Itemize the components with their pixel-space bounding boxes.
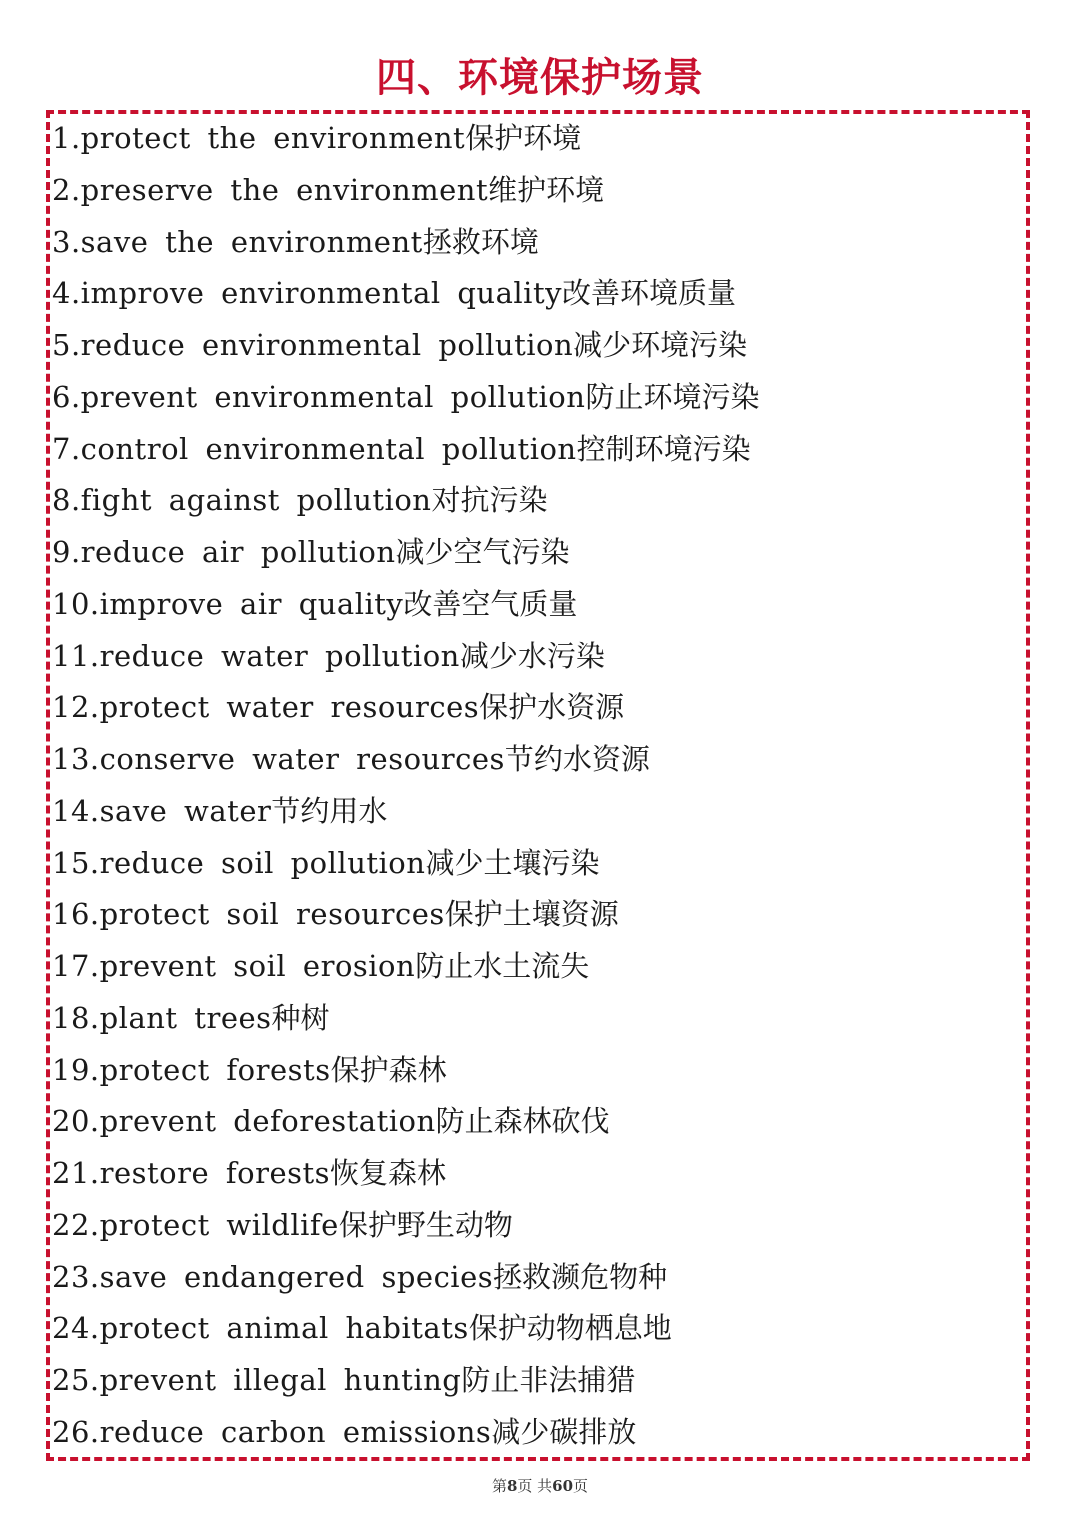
phrase-item (52, 424, 1022, 476)
phrase-item (52, 734, 1022, 786)
phrase-item (52, 1045, 1022, 1097)
phrase-chinese: 防止非法捕猎 (461, 1363, 636, 1397)
phrase-english: 5.reduce environmental pollution (52, 328, 574, 362)
phrase-english: 7.control environmental pollution (52, 431, 577, 466)
phrase-item (52, 631, 1022, 683)
phrase-item (52, 372, 1022, 424)
phrase-item (52, 1303, 1022, 1355)
phrase-item (52, 941, 1022, 993)
phrase-english: 14.save water (52, 793, 272, 828)
phrase-chinese: 拯救濒危物种 (493, 1259, 668, 1294)
phrase-chinese: 节约水资源 (504, 742, 650, 776)
phrase-item (52, 113, 1022, 165)
phrase-chinese: 减少空气污染 (395, 535, 570, 569)
phrase-chinese: 控制环境污染 (576, 431, 751, 466)
phrase-english: 12.protect water resources (52, 690, 480, 725)
phrase-english: 8.fight against pollution (52, 483, 432, 518)
phrase-english: 19.protect forests (52, 1052, 331, 1087)
footer-suffix: 页 (573, 1477, 589, 1495)
phrase-english: 20.prevent deforestation (52, 1104, 436, 1139)
phrase-chinese: 减少土壤污染 (425, 845, 600, 880)
footer-total-pages: 60 (552, 1477, 574, 1495)
phrase-item (52, 475, 1022, 527)
phrase-item (52, 320, 1022, 372)
phrase-chinese: 保护森林 (330, 1052, 447, 1087)
phrase-chinese: 改善空气质量 (403, 586, 578, 621)
phrase-chinese: 恢复森林 (330, 1156, 447, 1190)
phrase-chinese: 防止水土流失 (415, 949, 590, 983)
phrase-item (52, 268, 1022, 320)
phrase-chinese: 拯救环境 (422, 224, 539, 259)
phrase-english: 24.protect animal habitats (52, 1311, 469, 1346)
phrase-chinese: 维护环境 (488, 172, 605, 207)
phrase-item (52, 838, 1022, 890)
phrase-item (52, 1096, 1022, 1148)
phrase-english: 3.save the environment (52, 224, 423, 259)
phrase-chinese: 防止环境污染 (585, 379, 760, 414)
phrase-chinese: 防止森林砍伐 (435, 1104, 610, 1139)
phrase-english: 6.prevent environmental pollution (52, 379, 586, 414)
phrase-english: 11.reduce water pollution (52, 638, 460, 673)
phrase-item (52, 217, 1022, 269)
phrase-item (52, 1200, 1022, 1252)
phrase-item (52, 579, 1022, 631)
phrase-english: 13.conserve water resources (52, 742, 505, 776)
phrase-english: 1.protect the environment (52, 121, 466, 155)
phrase-chinese: 减少碳排放 (491, 1414, 637, 1449)
phrase-item (52, 1355, 1022, 1407)
phrase-chinese: 保护土壤资源 (444, 897, 619, 932)
footer-prefix: 第 (491, 1477, 507, 1495)
phrase-english: 4.improve environmental quality (52, 276, 562, 311)
phrase-chinese: 保护野生动物 (338, 1207, 513, 1242)
phrase-chinese: 保护水资源 (479, 690, 625, 725)
phrase-english: 22.protect wildlife (52, 1207, 339, 1242)
phrase-chinese: 种树 (271, 1000, 330, 1035)
phrase-item (52, 682, 1022, 734)
phrase-item (52, 786, 1022, 838)
phrase-chinese: 改善环境质量 (561, 276, 736, 311)
phrase-english: 18.plant trees (52, 1000, 272, 1035)
phrase-english: 17.prevent soil erosion (52, 949, 416, 983)
phrase-english: 10.improve air quality (52, 586, 404, 621)
phrase-chinese: 对抗污染 (431, 483, 548, 518)
phrase-chinese: 保护环境 (465, 121, 582, 155)
phrase-english: 9.reduce air pollution (52, 535, 396, 569)
phrase-english: 2.preserve the environment (52, 172, 489, 207)
phrase-english: 21.restore forests (52, 1156, 331, 1190)
phrase-chinese: 减少水污染 (459, 638, 605, 673)
phrase-item (52, 527, 1022, 579)
footer-current-page: 8 (506, 1477, 518, 1495)
phrase-item (52, 165, 1022, 217)
phrase-english: 16.protect soil resources (52, 897, 445, 932)
phrase-item (52, 889, 1022, 941)
page-footer (0, 1474, 1080, 1498)
phrase-chinese: 节约用水 (271, 793, 388, 828)
phrase-item (52, 1148, 1022, 1200)
phrase-chinese: 保护动物栖息地 (468, 1311, 672, 1346)
page-title: 四、环境保护场景 (376, 55, 704, 101)
phrase-item (52, 1407, 1022, 1459)
footer-middle: 页 共 (517, 1477, 553, 1495)
phrase-english: 26.reduce carbon emissions (52, 1414, 492, 1449)
phrase-english: 25.prevent illegal hunting (52, 1363, 462, 1397)
phrase-english: 15.reduce soil pollution (52, 845, 426, 880)
phrase-list (52, 113, 1022, 1459)
phrase-chinese: 减少环境污染 (573, 328, 748, 362)
phrase-item (52, 1252, 1022, 1304)
phrase-item (52, 993, 1022, 1045)
phrase-english: 23.save endangered species (52, 1259, 494, 1294)
